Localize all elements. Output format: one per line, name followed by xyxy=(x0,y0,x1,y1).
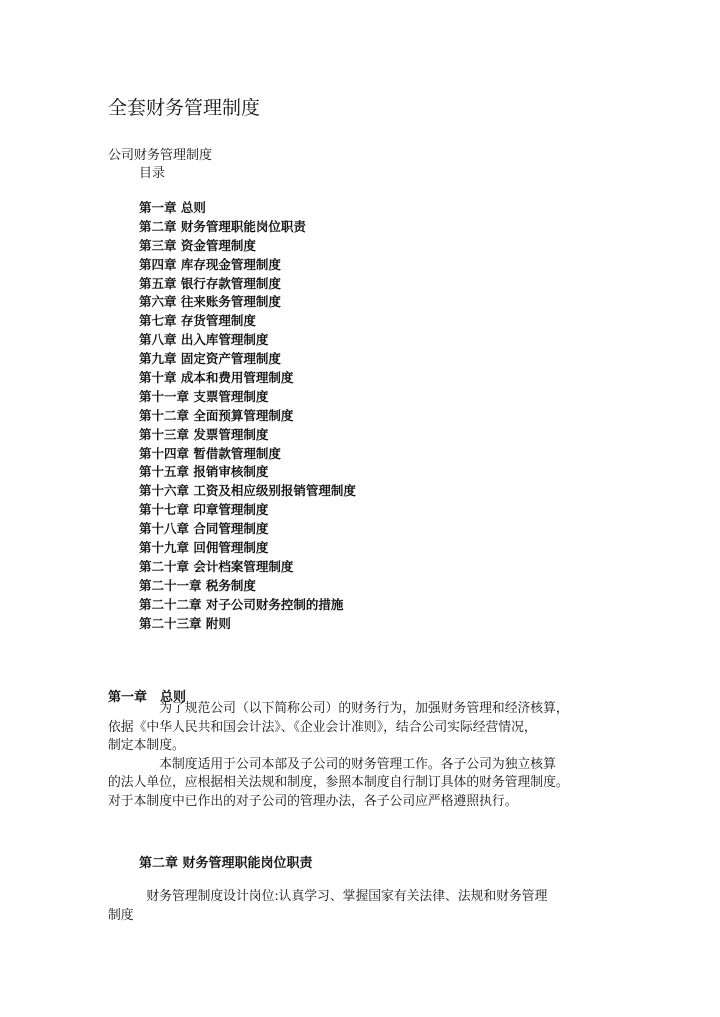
toc-item: 第一章 总则 xyxy=(139,200,206,215)
toc-item: 第十六章 工资及相应级别报销管理制度 xyxy=(139,483,356,499)
subtitle: 公司财务管理制度 xyxy=(108,148,213,163)
chapter2-heading: 第二章 财务管理职能岗位职责 xyxy=(139,856,313,871)
toc-item: 第四章 库存现金管理制度 xyxy=(139,256,281,272)
toc-item: 第十章 成本和费用管理制度 xyxy=(139,370,294,386)
toc-item: 第十七章 印章管理制度 xyxy=(139,502,269,518)
toc-item: 第十一章 支票管理制度 xyxy=(139,388,269,404)
table-of-contents xyxy=(139,199,356,633)
text-line: 财务管理制度设计岗位:认真学习、掌握国家有关法律、法规和财务管理 xyxy=(108,889,548,904)
document-title: 全套财务管理制度 xyxy=(108,97,261,119)
chapter1-heading: 第一章 总则 xyxy=(108,690,187,705)
toc-item: 第二十三章 附则 xyxy=(139,615,231,631)
toc-item: 第十八章 合同管理制度 xyxy=(139,521,269,537)
toc-item: 第二十章 会计档案管理制度 xyxy=(139,558,294,574)
text-line: 为了规范公司（以下简称公司）的财务行为，加强财务管理和经济核算， xyxy=(108,701,569,716)
toc-item: 第七章 存货管理制度 xyxy=(139,313,256,329)
toc-item: 第三章 资金管理制度 xyxy=(139,237,256,253)
toc-item: 第十五章 报销审核制度 xyxy=(139,464,269,480)
text-line: 制定本制度。 xyxy=(108,738,185,754)
text-line: 对于本制度中已作出的对子公司的管理办法，各子公司应严格遵照执行。 xyxy=(108,793,518,809)
toc-item: 第五章 银行存款管理制度 xyxy=(139,275,281,291)
toc-item: 第二十一章 税务制度 xyxy=(139,577,256,593)
text-line: 制度 xyxy=(108,907,134,923)
chapter2-body xyxy=(108,888,623,925)
toc-item: 第十二章 全面预算管理制度 xyxy=(139,407,294,423)
text-line: 本制度适用于公司本部及子公司的财务管理工作。各子公司为独立核算 xyxy=(108,756,556,772)
toc-item: 第九章 固定资产管理制度 xyxy=(139,351,281,367)
toc-item: 第十三章 发票管理制度 xyxy=(139,426,269,442)
toc-item: 第十四章 暂借款管理制度 xyxy=(139,445,281,461)
chapter1-body xyxy=(108,700,623,812)
toc-item: 第八章 出入库管理制度 xyxy=(139,332,269,348)
text-line: 的法人单位，应根据相关法规和制度，参照本制度自行制订具体的财务管理制度。 xyxy=(108,775,569,791)
toc-item: 第二章 财务管理职能岗位职责 xyxy=(139,218,306,234)
toc-heading: 目录 xyxy=(139,166,166,181)
toc-item: 第六章 往来账务管理制度 xyxy=(139,294,281,310)
toc-item: 第十九章 回佣管理制度 xyxy=(139,540,269,556)
toc-item: 第二十二章 对子公司财务控制的措施 xyxy=(139,596,344,612)
text-line: 依据《中华人民共和国会计法》、《企业会计准则》，结合公司实际经营情况， xyxy=(108,719,537,735)
